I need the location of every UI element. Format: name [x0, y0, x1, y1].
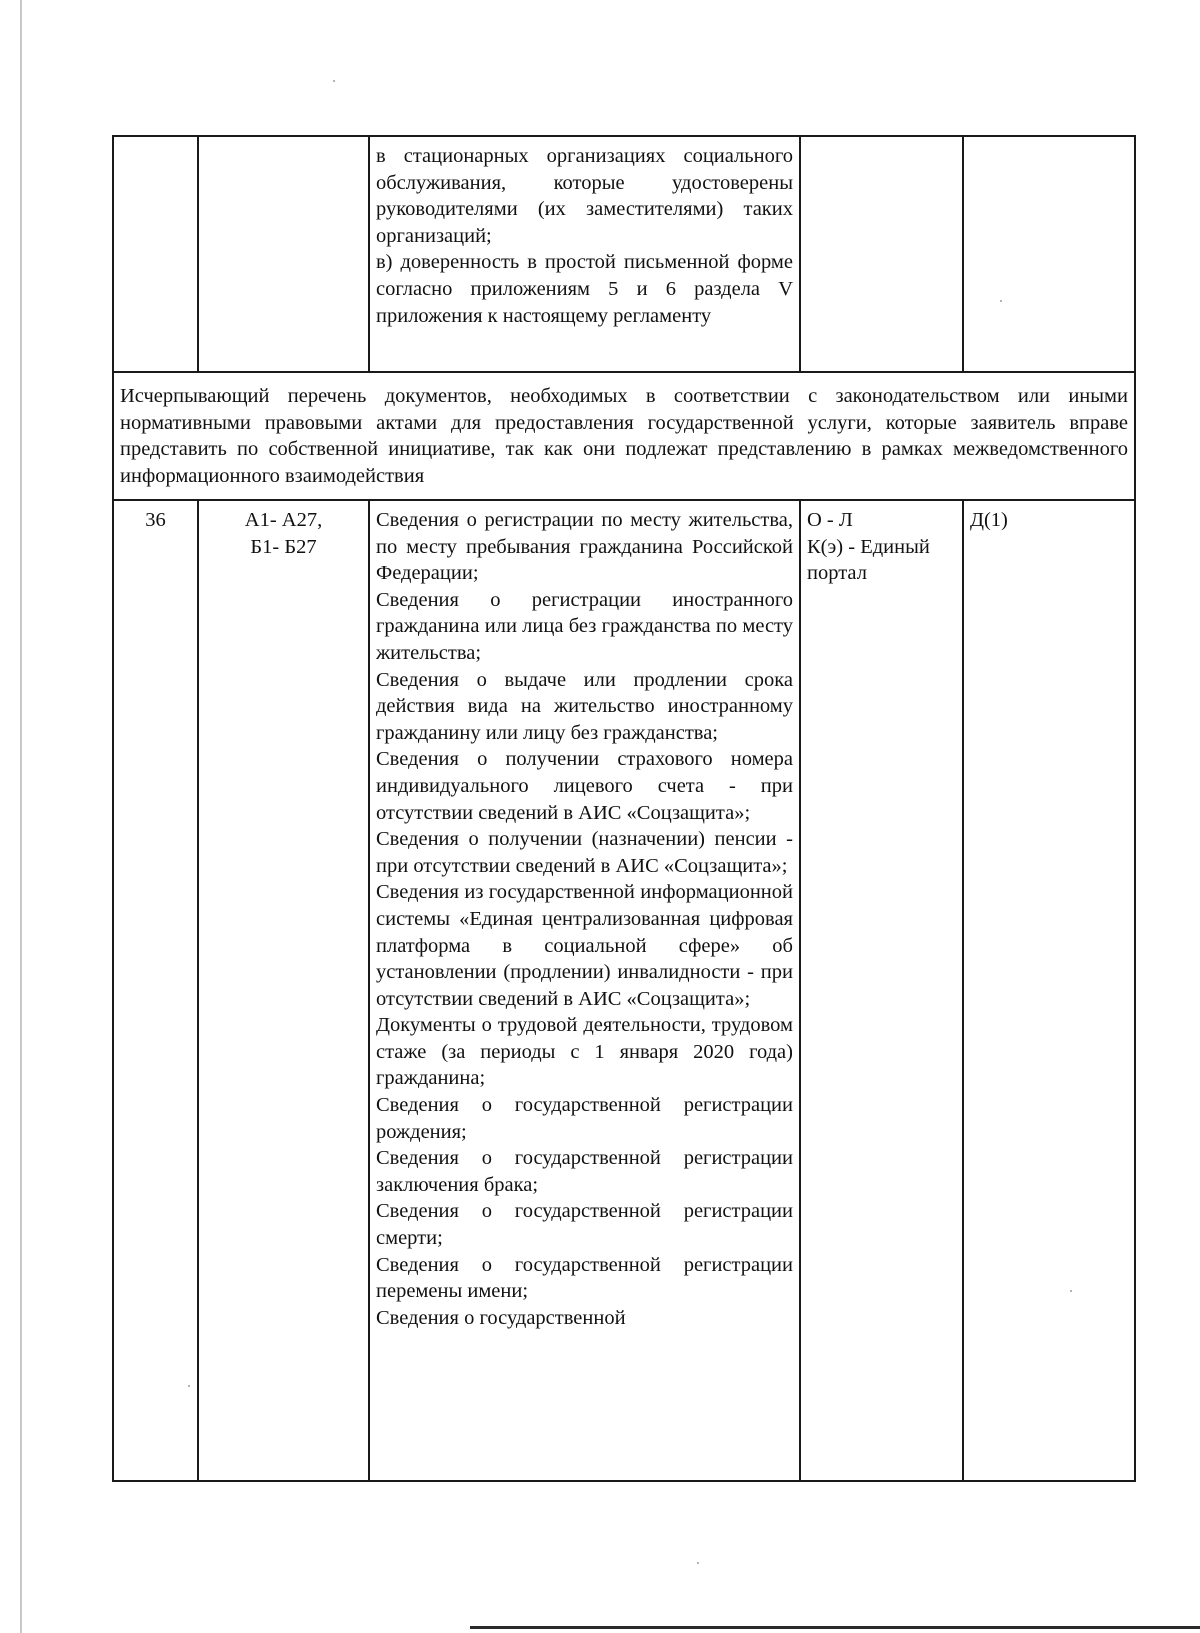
description-cell: [369, 136, 800, 372]
continuation-row: [113, 136, 1135, 372]
scan-bottom-edge: [470, 1626, 1200, 1629]
description-line: в стационарных организациях социального обслуживания, которые удостоверены руководителями (их заместителями) таких организаций;: [376, 145, 793, 247]
scan-speck: [1070, 1290, 1072, 1292]
scan-speck: [1000, 300, 1002, 302]
document-item: Сведения о государственной регистрации смерти;: [376, 1200, 793, 1250]
document-item: Сведения о регистрации иностранного гражданина или лица без гражданства по месту жительства;: [376, 588, 793, 664]
document-item: Сведения о получении (назначении) пенсии - при отсутствии сведений в АИС «Соцзащита»;: [376, 828, 793, 877]
row-codes: [198, 500, 369, 1481]
row-number: 36: [113, 500, 198, 1481]
document-item: Сведения о государственной регистрации заключения брака;: [376, 1147, 793, 1196]
document-item: Сведения о государственной регистрации перемены имени;: [376, 1253, 793, 1303]
codes-cell: [198, 136, 369, 372]
document-table: [112, 135, 1136, 1482]
codes-line: Б1- Б27: [250, 535, 317, 558]
submission-cell: [800, 136, 963, 372]
document-item: Сведения о получении страхового номера индивидуального лицевого счета - при отсутствии сведений в АИС «Соцзащита»;: [376, 748, 793, 824]
row-code: Д(1): [963, 500, 1135, 1481]
document-item: Сведения о государственной: [376, 1306, 626, 1329]
section-heading-cell: [113, 372, 1135, 500]
document-item: Сведения из государственной информационной системы «Единая централизованная цифровая платформа в социальной сфере» об установлении (продлении) инвалидности - при отсутствии сведений в АИС «Соцзащита»;: [376, 881, 793, 1010]
table-row: [113, 500, 1135, 1481]
description-line: в) доверенность в простой письменной форме согласно приложениям 5 и 6 раздела V приложения к настоящему регламенту: [376, 251, 793, 327]
scan-speck: [188, 1385, 190, 1387]
section-heading-row: [113, 372, 1135, 500]
row-submission: [800, 500, 963, 1481]
scan-edge: [20, 0, 22, 1633]
submission-line: К(э) - Единый портал: [807, 535, 930, 585]
submission-line: О - Л: [807, 509, 853, 531]
document-item: Документы о трудовой деятельности, трудовом стаже (за периоды с 1 января 2020 года) гражданина;: [376, 1014, 793, 1090]
section-heading: Исчерпывающий перечень документов, необходимых в соответствии с законодательством или иными нормативными правовыми актами для предоставления государственной услуги, которые заявитель вправе представить по собственной инициативе, так как они подлежат представлению в рамках межведомственного информационного взаимодействия: [120, 385, 1128, 487]
document-item: Сведения о выдаче или продлении срока действия вида на жительство иностранному гражданину или лицу без гражданства;: [376, 668, 793, 744]
row-documents: [369, 500, 800, 1481]
scan-speck: [333, 80, 335, 82]
number-cell: [113, 136, 198, 372]
code-cell: [963, 136, 1135, 372]
scan-speck: [697, 1562, 699, 1564]
document-item: Сведения о регистрации по месту жительства, по месту пребывания гражданина Российской Федерации;: [376, 509, 793, 585]
document-item: Сведения о государственной регистрации рождения;: [376, 1094, 793, 1143]
codes-line: А1- А27,: [244, 509, 323, 531]
